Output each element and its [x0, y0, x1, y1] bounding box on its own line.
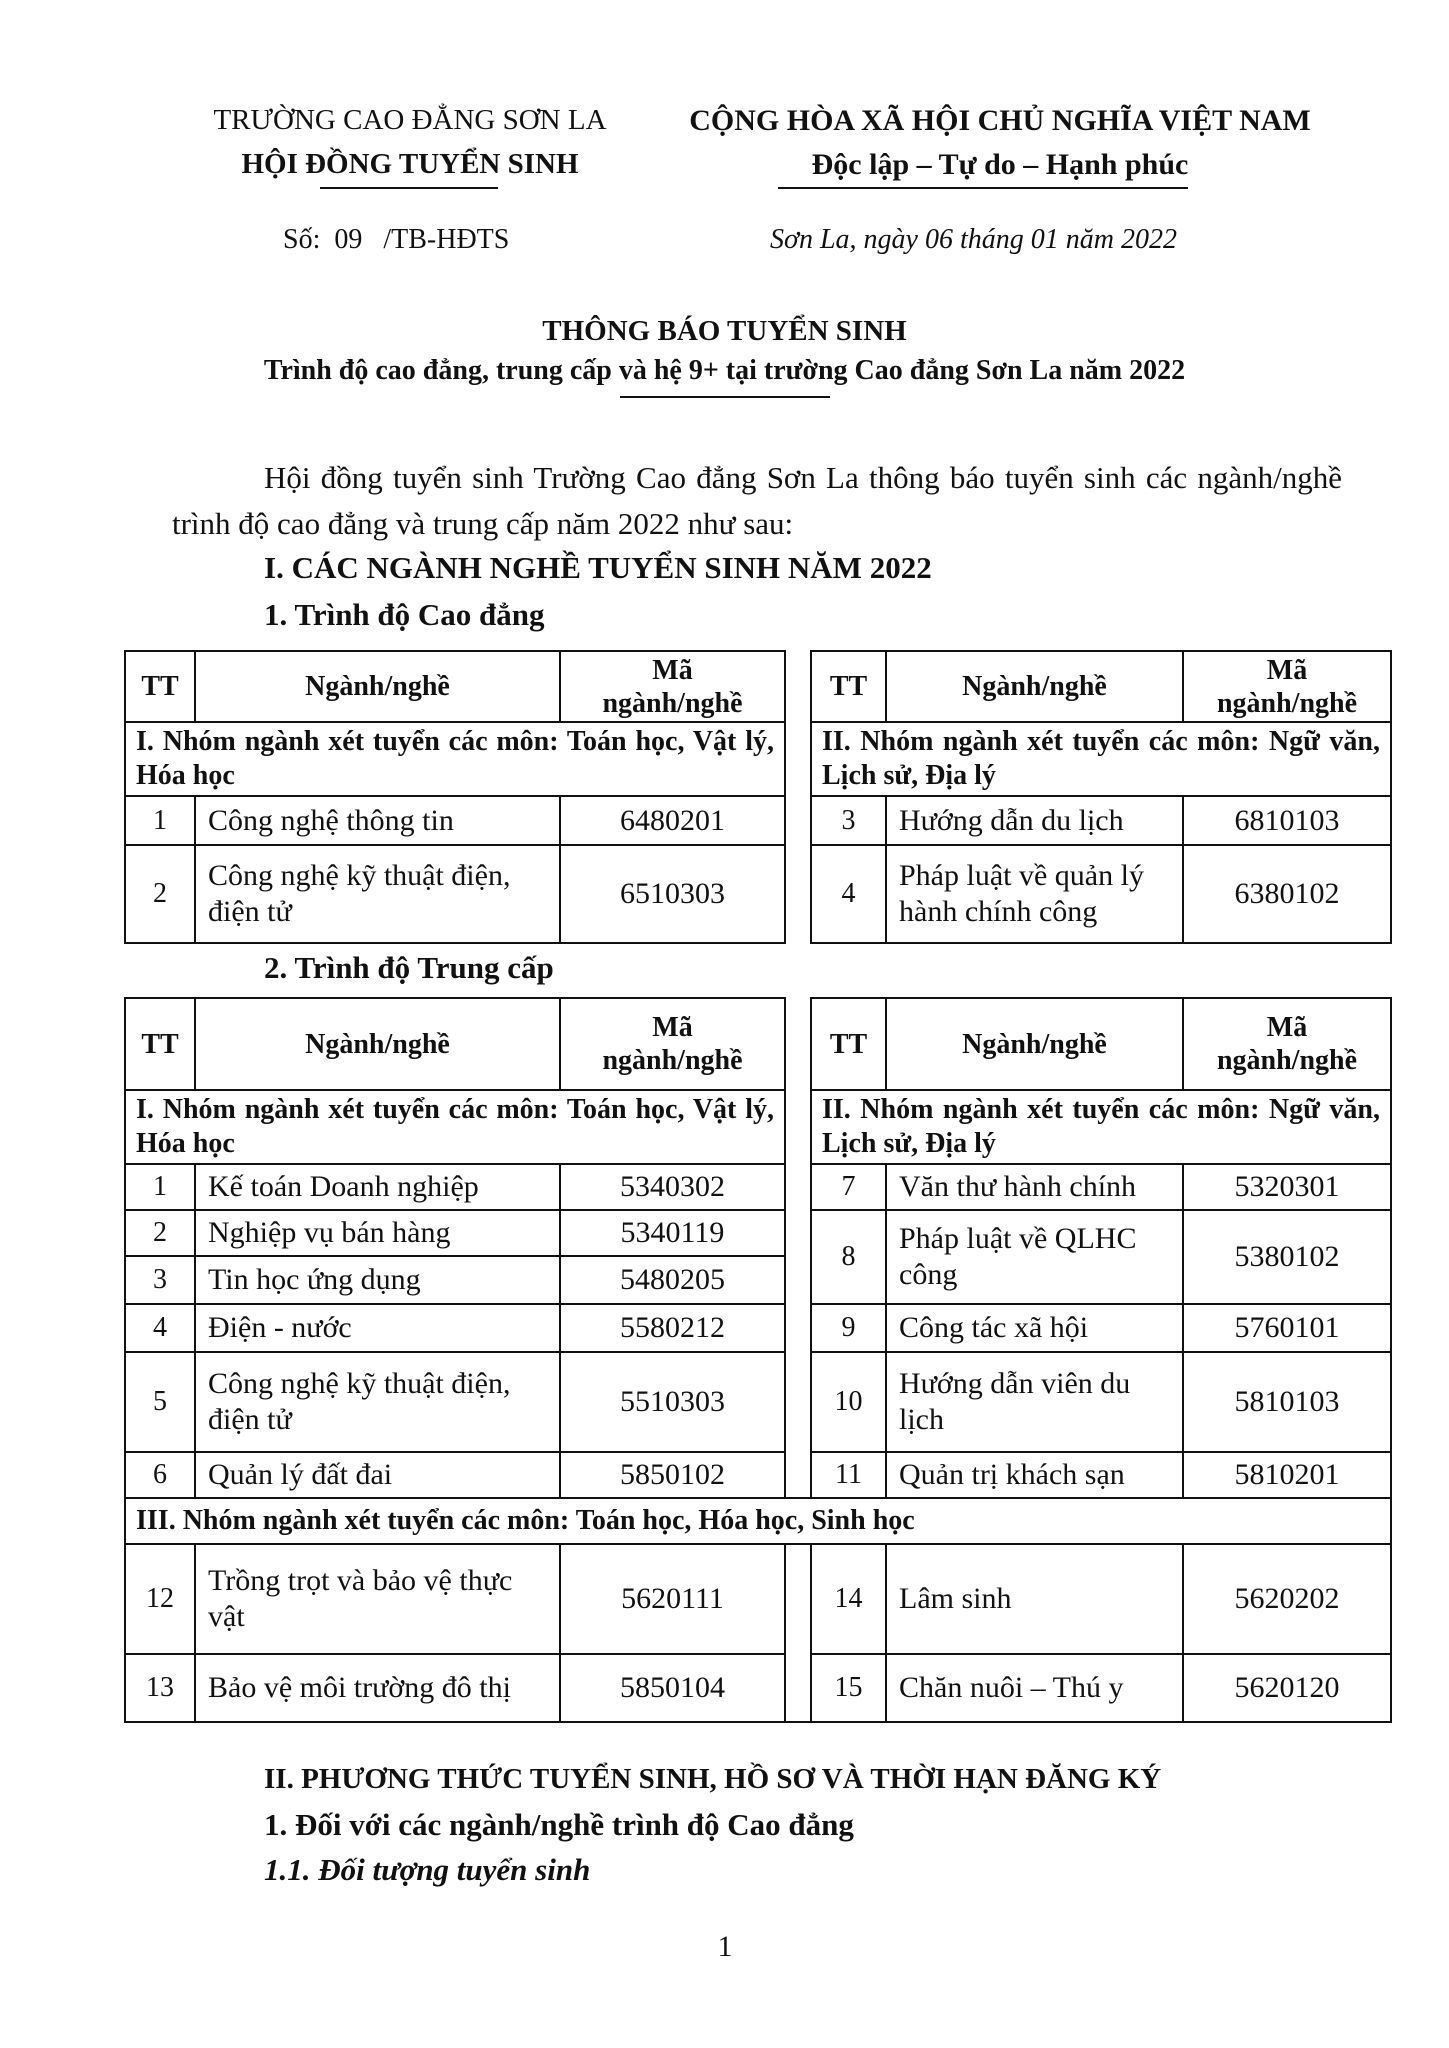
row-code: 5380102 — [1183, 1210, 1391, 1304]
tt-header: TT — [125, 998, 195, 1090]
code-header — [560, 998, 785, 1090]
row-code: 5620111 — [560, 1544, 785, 1654]
table-header-row — [811, 651, 1391, 722]
table-row — [125, 1452, 1391, 1498]
row-name: Nghiệp vụ bán hàng — [195, 1210, 560, 1256]
title-underline — [620, 396, 830, 398]
code-header — [560, 651, 785, 722]
row-code: 5580212 — [560, 1304, 785, 1352]
row-tt: 3 — [811, 796, 886, 845]
code-header — [1183, 651, 1391, 722]
name-header: Ngành/nghề — [195, 651, 560, 722]
row-name: Pháp luật về QLHC công — [886, 1210, 1183, 1304]
row-tt: 15 — [811, 1654, 886, 1722]
code-header-line2: ngành/nghề — [602, 687, 743, 719]
row-name: Điện - nước — [195, 1304, 560, 1352]
date-suffix: tháng 01 năm 2022 — [952, 224, 1177, 255]
group-2-label: II. Nhóm ngành xét tuyển các môn: Ngữ văn, Lịch sử, Địa lý — [811, 1090, 1391, 1164]
target-heading: 1.1. Đối tượng tuyển sinh — [264, 1852, 591, 1887]
row-name: Chăn nuôi – Thú y — [886, 1654, 1183, 1722]
code-header — [1183, 998, 1391, 1090]
trung-cap-table — [124, 997, 1392, 1723]
row-tt: 4 — [811, 845, 886, 943]
row-tt: 5 — [125, 1352, 195, 1452]
row-code: 5340119 — [560, 1210, 785, 1256]
table-header-row — [125, 651, 785, 722]
row-name: Công tác xã hội — [886, 1304, 1183, 1352]
row-tt: 6 — [125, 1452, 195, 1498]
code-header-line2: ngành/nghề — [1216, 1045, 1358, 1076]
row-name: Bảo vệ môi trường đô thị — [195, 1654, 560, 1722]
group-row — [811, 722, 1391, 796]
row-code: 5620202 — [1183, 1544, 1391, 1654]
page-number: 1 — [717, 1930, 733, 1963]
national-motto: Độc lập – Tự do – Hạnh phúc — [811, 148, 1189, 181]
row-tt: 11 — [811, 1452, 886, 1498]
notice-title: THÔNG BÁO TUYỂN SINH — [542, 315, 907, 347]
name-header: Ngành/nghề — [886, 998, 1183, 1090]
section-1-heading: I. CÁC NGÀNH NGHỀ TUYỂN SINH NĂM 2022 — [264, 550, 932, 585]
cao-dang-table-right — [810, 650, 1392, 944]
group-row — [125, 1498, 1391, 1544]
code-header-line1: Mã — [652, 654, 693, 686]
section-2-heading: II. PHƯƠNG THỨC TUYỂN SINH, HỒ SƠ VÀ THỜI HẠN ĐĂNG KÝ — [264, 1763, 1162, 1795]
row-code: 5810103 — [1183, 1352, 1391, 1452]
tt-header: TT — [811, 651, 886, 722]
name-header: Ngành/nghề — [195, 998, 560, 1090]
table-row — [125, 1352, 1391, 1452]
row-code: 5850104 — [560, 1654, 785, 1722]
row-code: 5480205 — [560, 1256, 785, 1304]
row-code: 6810103 — [1183, 796, 1391, 845]
row-code: 5810201 — [1183, 1452, 1391, 1498]
date-prefix: Sơn La, ngày — [770, 224, 925, 255]
notice-subtitle: Trình độ cao đẳng, trung cấp và hệ 9+ tại trường Cao đẳng Sơn La năm 2022 — [263, 355, 1186, 386]
row-name: Kế toán Doanh nghiệp — [195, 1164, 560, 1210]
row-name: Hướng dẫn viên du lịch — [886, 1352, 1183, 1452]
row-tt: 14 — [811, 1544, 886, 1654]
group-row — [125, 722, 785, 796]
row-tt: 13 — [125, 1654, 195, 1722]
column-gap — [785, 998, 811, 1498]
row-code: 5620120 — [1183, 1654, 1391, 1722]
table-row — [811, 796, 1391, 845]
tt-header: TT — [125, 651, 195, 722]
row-name: Tin học ứng dụng — [195, 1256, 560, 1304]
row-name: Công nghệ kỹ thuật điện, điện tử — [195, 1352, 560, 1452]
row-tt: 3 — [125, 1256, 195, 1304]
row-tt: 9 — [811, 1304, 886, 1352]
document-number: Số: 09 /TB-HĐTS — [283, 224, 510, 255]
row-code: 5320301 — [1183, 1164, 1391, 1210]
table-header-row — [125, 998, 1391, 1090]
row-tt: 8 — [811, 1210, 886, 1304]
document-date — [770, 224, 1177, 256]
row-name: Quản trị khách sạn — [886, 1452, 1183, 1498]
school-name: TRƯỜNG CAO ĐẲNG SƠN LA — [213, 104, 607, 136]
row-name: Công nghệ thông tin — [195, 796, 560, 845]
row-code: 6510303 — [560, 845, 785, 943]
row-tt: 12 — [125, 1544, 195, 1654]
name-header: Ngành/nghề — [886, 651, 1183, 722]
row-code: 5510303 — [560, 1352, 785, 1452]
row-code: 5850102 — [560, 1452, 785, 1498]
group-1-label: I. Nhóm ngành xét tuyển các môn: Toán học, Vật lý, Hóa học — [125, 722, 785, 796]
row-tt: 2 — [125, 1210, 195, 1256]
tt-header: TT — [811, 998, 886, 1090]
national-title: CỘNG HÒA XÃ HỘI CHỦ NGHĨA VIỆT NAM — [689, 104, 1311, 137]
table-row — [125, 1304, 1391, 1352]
row-name: Lâm sinh — [886, 1544, 1183, 1654]
row-tt: 1 — [125, 1164, 195, 1210]
group-3-label: III. Nhóm ngành xét tuyển các môn: Toán học, Hóa học, Sinh học — [125, 1498, 1391, 1544]
table-row — [811, 845, 1391, 943]
code-header-line2: ngành/nghề — [602, 1045, 743, 1076]
council-underline — [320, 187, 498, 189]
group-row — [125, 1090, 1391, 1164]
column-gap — [785, 1544, 811, 1722]
code-header-line1: Mã — [1266, 654, 1308, 686]
date-day: 06 — [924, 224, 953, 255]
row-code: 5760101 — [1183, 1304, 1391, 1352]
row-tt: 1 — [125, 796, 195, 845]
row-name: Quản lý đất đai — [195, 1452, 560, 1498]
row-tt: 2 — [125, 845, 195, 943]
code-header-line2: ngành/nghề — [1216, 687, 1358, 719]
row-tt: 10 — [811, 1352, 886, 1452]
table-row — [125, 1544, 1391, 1654]
row-name: Pháp luật về quản lý hành chính công — [886, 845, 1183, 943]
group-2-label: II. Nhóm ngành xét tuyển các môn: Ngữ văn, Lịch sử, Địa lý — [811, 722, 1391, 796]
code-header-line1: Mã — [1266, 1012, 1308, 1043]
table-row — [125, 1164, 1391, 1210]
row-name: Văn thư hành chính — [886, 1164, 1183, 1210]
table-row — [125, 796, 785, 845]
table-row — [125, 1654, 1391, 1722]
row-name: Công nghệ kỹ thuật điện, điện tử — [195, 845, 560, 943]
table-row — [125, 1210, 1391, 1256]
row-name: Hướng dẫn du lịch — [886, 796, 1183, 845]
row-name: Trồng trọt và bảo vệ thực vật — [195, 1544, 560, 1654]
cao-dang-table-left — [124, 650, 786, 944]
intro-paragraph: Hội đồng tuyển sinh Trường Cao đẳng Sơn La thông báo tuyển sinh các ngành/nghề trình độ cao đẳng và trung cấp năm 2022 như sau: — [172, 460, 1342, 541]
motto-underline — [778, 187, 1188, 189]
cao-dang-heading: 1. Trình độ Cao đẳng — [264, 597, 545, 632]
group-1-label: I. Nhóm ngành xét tuyển các môn: Toán học, Vật lý, Hóa học — [125, 1090, 785, 1164]
row-tt: 7 — [811, 1164, 886, 1210]
code-header-line1: Mã — [652, 1012, 693, 1043]
trung-cap-heading: 2. Trình độ Trung cấp — [264, 950, 554, 985]
row-tt: 4 — [125, 1304, 195, 1352]
row-code: 6480201 — [560, 796, 785, 845]
row-code: 5340302 — [560, 1164, 785, 1210]
council-name: HỘI ĐỒNG TUYỂN SINH — [241, 148, 579, 180]
cao-dang-method-heading: 1. Đối với các ngành/nghề trình độ Cao đẳng — [264, 1807, 854, 1842]
table-row — [125, 845, 785, 943]
row-code: 6380102 — [1183, 845, 1391, 943]
